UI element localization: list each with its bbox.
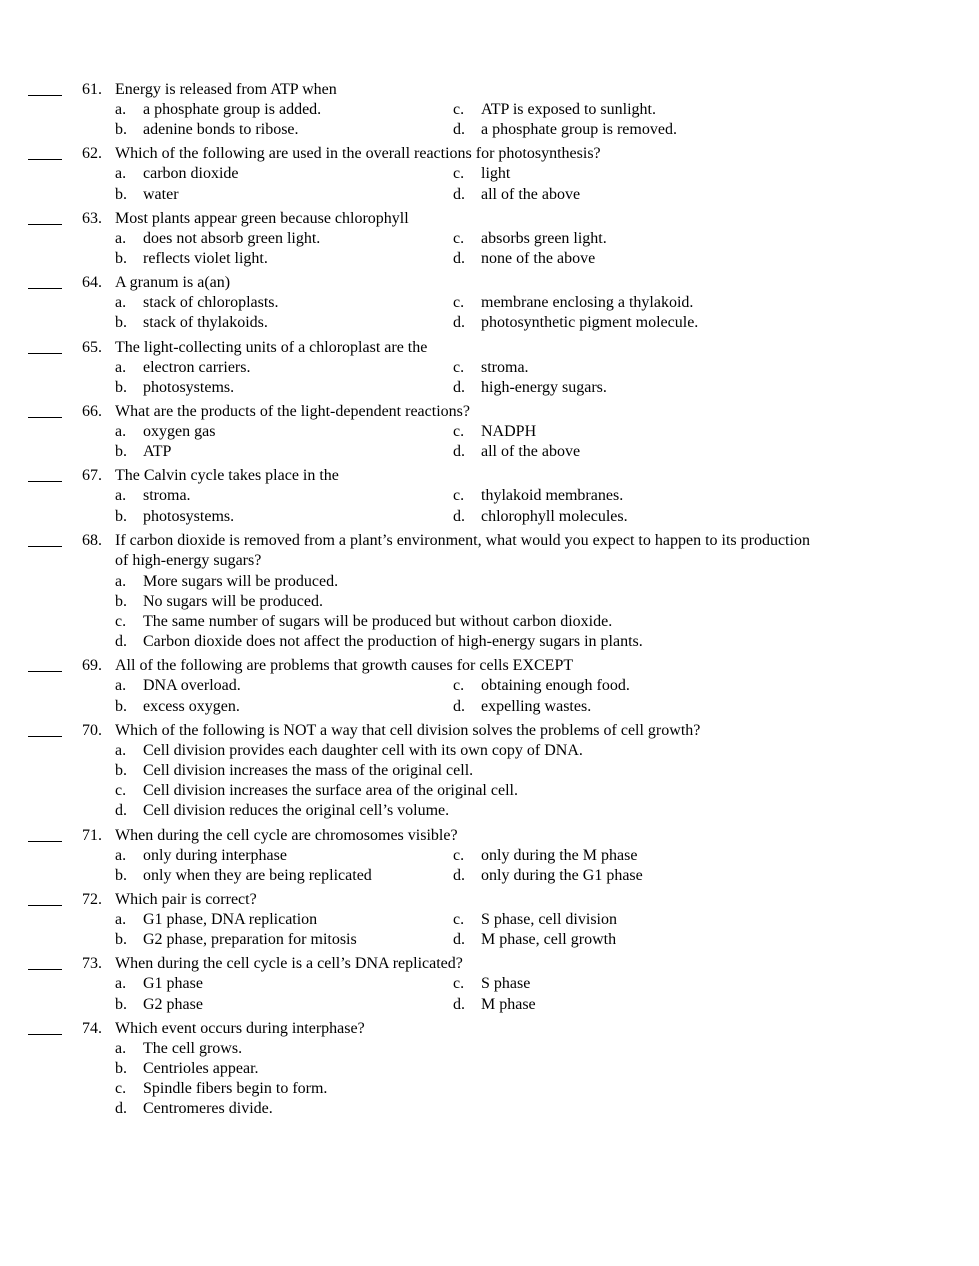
answer-blank[interactable] (28, 224, 62, 225)
answer-blank[interactable] (28, 905, 62, 906)
answer-blank[interactable] (28, 95, 62, 96)
option-text: Carbon dioxide does not affect the production of high-energy sugars in plants. (143, 633, 643, 651)
question-stem (28, 826, 928, 846)
option-letter: a. (115, 677, 127, 695)
answer-option[interactable] (28, 741, 928, 761)
answer-option[interactable] (28, 592, 928, 612)
answer-option[interactable] (28, 632, 928, 652)
option-letter: a. (115, 572, 127, 590)
options-grid (28, 676, 928, 716)
answer-option[interactable] (28, 1059, 928, 1079)
option-text: carbon dioxide (143, 165, 239, 183)
question-text: A granum is a(an) (115, 274, 231, 292)
option-text: The same number of sugars will be produced but without carbon dioxide. (143, 613, 613, 631)
option-text: chlorophyll molecules. (481, 507, 628, 525)
question-text: Which of the following is NOT a way that cell division solves the problems of cell growth? (115, 721, 701, 739)
question-stem (28, 80, 928, 100)
question-text: Most plants appear green because chlorophyll (115, 209, 409, 227)
option-letter: a. (115, 358, 127, 376)
question-stem (28, 656, 928, 676)
option-text: Cell division reduces the original cell’s volume. (143, 802, 450, 820)
option-text: expelling wastes. (481, 697, 592, 715)
question-text: Energy is released from ATP when (115, 81, 337, 98)
option-letter: b. (115, 697, 127, 715)
option-text: ATP is exposed to sunlight. (481, 101, 656, 118)
question-number: 61. (82, 81, 102, 98)
option-letter: d. (453, 443, 465, 461)
question-text: Which event occurs during interphase? (115, 1019, 365, 1037)
question-number: 70. (82, 721, 102, 739)
question-number: 72. (82, 891, 102, 909)
question-stem (28, 466, 928, 486)
answer-option[interactable] (28, 572, 928, 592)
option-letter: c. (453, 101, 465, 118)
question-text: When during the cell cycle are chromosomes visible? (115, 826, 458, 844)
options-grid (28, 229, 928, 269)
option-text: does not absorb green light. (143, 229, 321, 247)
question-item (28, 721, 928, 822)
answer-blank[interactable] (28, 969, 62, 970)
option-text: DNA overload. (143, 677, 241, 695)
question-number: 71. (82, 826, 102, 844)
option-letter: a. (115, 975, 127, 993)
option-text: membrane enclosing a thylakoid. (481, 294, 694, 312)
option-letter: b. (115, 249, 127, 267)
quiz-page (28, 80, 928, 1124)
option-letter: c. (453, 422, 465, 440)
option-letter: d. (453, 378, 465, 396)
options-grid (28, 846, 928, 886)
option-text: only during interphase (143, 846, 287, 864)
option-text: all of the above (481, 185, 581, 203)
option-text: a phosphate group is added. (143, 101, 322, 118)
question-item (28, 890, 928, 950)
question-number: 73. (82, 955, 102, 973)
question-text: The light-collecting units of a chloroplast are the (115, 338, 428, 356)
option-text: More sugars will be produced. (143, 572, 339, 590)
question-stem (28, 954, 928, 974)
option-letter: a. (115, 911, 127, 929)
option-letter: b. (115, 507, 127, 525)
option-letter: b. (115, 866, 127, 884)
option-text: No sugars will be produced. (143, 592, 323, 610)
option-text: obtaining enough food. (481, 677, 630, 695)
option-letter: c. (453, 677, 465, 695)
answer-blank[interactable] (28, 1034, 62, 1035)
options-list (28, 1039, 928, 1120)
question-number: 74. (82, 1019, 102, 1037)
option-text: photosystems. (143, 378, 235, 396)
option-text: M phase, cell growth (481, 931, 617, 949)
answer-blank[interactable] (28, 671, 62, 672)
question-item (28, 80, 928, 140)
option-letter: d. (115, 633, 127, 651)
question-number: 68. (82, 531, 102, 549)
option-letter: b. (115, 762, 127, 780)
question-text: Which of the following are used in the overall reactions for photosynthesis? (115, 145, 601, 163)
option-letter: b. (115, 443, 127, 461)
option-text: reflects violet light. (143, 249, 268, 267)
answer-option[interactable] (28, 1039, 928, 1059)
option-letter: a. (115, 229, 127, 247)
question-stem (28, 144, 928, 164)
option-text: electron carriers. (143, 358, 251, 376)
option-letter: c. (453, 487, 465, 505)
question-number: 67. (82, 467, 102, 485)
question-item (28, 954, 928, 1014)
option-letter: b. (115, 995, 127, 1013)
option-letter: a. (115, 101, 127, 118)
question-item (28, 402, 928, 462)
option-text: none of the above (481, 249, 596, 267)
option-letter: c. (115, 782, 127, 800)
option-text: G2 phase, preparation for mitosis (143, 931, 357, 949)
option-letter: c. (115, 1080, 127, 1098)
option-letter: c. (453, 229, 465, 247)
answer-blank[interactable] (28, 159, 62, 160)
option-letter: d. (453, 866, 465, 884)
answer-blank[interactable] (28, 841, 62, 842)
option-letter: a. (115, 741, 127, 759)
options-grid (28, 164, 928, 204)
options-grid (28, 910, 928, 950)
answer-blank[interactable] (28, 353, 62, 354)
option-letter: b. (115, 185, 127, 203)
answer-option[interactable] (28, 781, 928, 801)
options-grid (28, 974, 928, 1014)
question-item (28, 826, 928, 886)
option-text: G1 phase, DNA replication (143, 911, 318, 929)
option-letter: d. (115, 1100, 127, 1118)
answer-blank[interactable] (28, 417, 62, 418)
question-item (28, 1019, 928, 1120)
option-letter: d. (453, 185, 465, 203)
answer-option[interactable] (28, 801, 928, 821)
question-item (28, 273, 928, 333)
option-text: ATP (143, 443, 172, 461)
question-stem (28, 402, 928, 422)
options-grid (28, 486, 928, 526)
options-grid (28, 293, 928, 333)
option-letter: b. (115, 314, 127, 332)
option-text: S phase, cell division (481, 911, 617, 929)
option-text: NADPH (481, 422, 537, 440)
option-text: photosynthetic pigment molecule. (481, 314, 699, 332)
option-text: G2 phase (143, 995, 203, 1013)
option-text: all of the above (481, 443, 581, 461)
question-text: The Calvin cycle takes place in the (115, 467, 339, 485)
question-stem (28, 209, 928, 229)
option-text: only during the M phase (481, 846, 638, 864)
option-text: stroma. (143, 487, 191, 505)
question-text: When during the cell cycle is a cell’s DNA replicated? (115, 955, 463, 973)
question-text: What are the products of the light-dependent reactions? (115, 402, 470, 420)
answer-option[interactable] (28, 761, 928, 781)
answer-blank[interactable] (28, 546, 62, 547)
option-letter: a. (115, 487, 127, 505)
option-text: Centromeres divide. (143, 1100, 273, 1118)
option-letter: b. (115, 121, 127, 139)
option-letter: c. (453, 294, 465, 312)
options-list (28, 572, 928, 653)
option-letter: d. (453, 314, 465, 332)
question-text: If carbon dioxide is removed from a plant’s environment, what would you expect to happen to its production of high-energy sugars? (115, 531, 810, 570)
question-stem (28, 338, 928, 358)
option-text: only when they are being replicated (143, 866, 372, 884)
question-number: 62. (82, 145, 102, 163)
option-text: high-energy sugars. (481, 378, 607, 396)
option-text: photosystems. (143, 507, 235, 525)
question-stem (28, 721, 928, 741)
option-letter: d. (453, 249, 465, 267)
option-text: stack of thylakoids. (143, 314, 268, 332)
question-number: 66. (82, 402, 102, 420)
option-text: light (481, 165, 511, 183)
option-text: only during the G1 phase (481, 866, 643, 884)
question-number: 65. (82, 338, 102, 356)
option-letter: b. (115, 592, 127, 610)
option-text: a phosphate group is removed. (481, 121, 677, 139)
question-number: 63. (82, 209, 102, 227)
question-text: All of the following are problems that growth causes for cells EXCEPT (115, 657, 574, 675)
option-text: adenine bonds to ribose. (143, 121, 299, 139)
option-text: The cell grows. (143, 1039, 243, 1057)
question-text: Which pair is correct? (115, 891, 257, 909)
question-stem (28, 531, 928, 572)
options-list (28, 741, 928, 822)
option-letter: b. (115, 378, 127, 396)
option-letter: a. (115, 294, 127, 312)
options-grid (28, 358, 928, 398)
question-stem (28, 273, 928, 293)
option-text: Cell division increases the mass of the original cell. (143, 762, 474, 780)
option-text: Centrioles appear. (143, 1059, 259, 1077)
answer-blank[interactable] (28, 736, 62, 737)
option-text: G1 phase (143, 975, 203, 993)
option-letter: a. (115, 422, 127, 440)
option-text: M phase (481, 995, 536, 1013)
option-text: S phase (481, 975, 531, 993)
option-letter: c. (115, 613, 127, 631)
options-grid (28, 100, 928, 140)
options-grid (28, 422, 928, 462)
option-text: Spindle fibers begin to form. (143, 1080, 328, 1098)
question-item (28, 209, 928, 269)
option-letter: a. (115, 1039, 127, 1057)
option-text: Cell division provides each daughter cell with its own copy of DNA. (143, 741, 583, 759)
option-text: stroma. (481, 358, 529, 376)
option-letter: c. (453, 975, 465, 993)
option-text: water (143, 185, 179, 203)
option-text: oxygen gas (143, 422, 216, 440)
option-letter: a. (115, 846, 127, 864)
question-number: 69. (82, 657, 102, 675)
option-text: Cell division increases the surface area of the original cell. (143, 782, 518, 800)
question-item (28, 466, 928, 526)
option-letter: c. (453, 358, 465, 376)
question-item (28, 144, 928, 204)
option-letter: c. (453, 165, 465, 183)
question-stem (28, 890, 928, 910)
question-stem (28, 1019, 928, 1039)
answer-option[interactable] (28, 1099, 928, 1119)
answer-blank[interactable] (28, 481, 62, 482)
option-letter: d. (453, 121, 465, 139)
answer-blank[interactable] (28, 288, 62, 289)
option-text: excess oxygen. (143, 697, 240, 715)
question-item (28, 338, 928, 398)
option-letter: d. (453, 995, 465, 1013)
option-text: thylakoid membranes. (481, 487, 624, 505)
option-letter: b. (115, 931, 127, 949)
option-text: absorbs green light. (481, 229, 607, 247)
option-letter: d. (115, 802, 127, 820)
option-letter: b. (115, 1059, 127, 1077)
option-letter: c. (453, 846, 465, 864)
option-letter: d. (453, 931, 465, 949)
option-letter: c. (453, 911, 465, 929)
question-number: 64. (82, 274, 102, 292)
question-item (28, 531, 928, 653)
option-letter: d. (453, 697, 465, 715)
question-item (28, 656, 928, 716)
option-letter: a. (115, 165, 127, 183)
answer-option[interactable] (28, 1079, 928, 1099)
answer-option[interactable] (28, 612, 928, 632)
option-text: stack of chloroplasts. (143, 294, 279, 312)
option-letter: d. (453, 507, 465, 525)
